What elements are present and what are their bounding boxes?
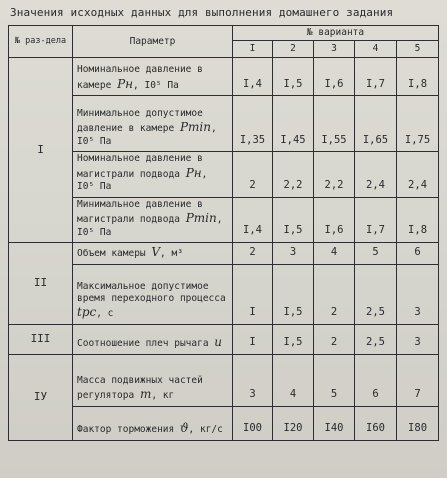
- table-row: [9, 264, 439, 324]
- section-number: I: [9, 58, 73, 243]
- value-cell: 2,4: [355, 152, 397, 197]
- parameter-cell: [73, 152, 233, 197]
- value-cell: 2: [233, 152, 273, 197]
- parameter-cell: [73, 406, 233, 440]
- parameter-label: Минимальное допустимое давление в камере: [77, 108, 203, 135]
- parameter-symbol: tpc: [77, 305, 97, 320]
- value-cell: I: [233, 324, 273, 354]
- parameter-symbol: Pн: [117, 76, 134, 91]
- value-cell: I: [233, 264, 273, 324]
- parameter-cell: [73, 58, 233, 96]
- value-cell: I,4: [233, 58, 273, 96]
- parameter-symbol: Pн: [185, 165, 202, 180]
- value-cell: 6: [355, 354, 397, 406]
- parameter-cell: [73, 354, 233, 406]
- parameter-unit: , I0⁵ Па: [77, 168, 208, 193]
- value-cell: 6: [397, 242, 439, 264]
- table-row: [9, 58, 439, 96]
- value-cell: 5: [355, 242, 397, 264]
- header-variants-title: № варианта: [233, 26, 439, 41]
- value-cell: I,5: [273, 264, 314, 324]
- value-cell: I40: [314, 406, 355, 440]
- value-cell: I,65: [355, 96, 397, 152]
- value-cell: I,5: [273, 197, 314, 242]
- value-cell: I,45: [273, 96, 314, 152]
- header-parameter: Параметр: [73, 26, 233, 58]
- parameter-unit: , I0⁵ Па: [77, 213, 223, 238]
- value-cell: I60: [355, 406, 397, 440]
- value-cell: I,7: [355, 58, 397, 96]
- value-cell: I,75: [397, 96, 439, 152]
- value-cell: 4: [314, 242, 355, 264]
- header-variant: I: [233, 41, 273, 58]
- parameter-label: Фактор торможения: [77, 424, 175, 436]
- value-cell: 2: [233, 242, 273, 264]
- parameter-cell: [73, 197, 233, 242]
- table-row: [9, 242, 439, 264]
- parameter-label: Номинальное давление в камере: [77, 64, 203, 91]
- header-variant: 2: [273, 41, 314, 58]
- value-cell: I,6: [314, 197, 355, 242]
- value-cell: 3: [397, 324, 439, 354]
- header-section-number: № раз-дела: [9, 26, 73, 58]
- table-row: [9, 406, 439, 440]
- table-row: [9, 152, 439, 197]
- parameter-label: Объем камеры: [77, 248, 146, 260]
- parameter-symbol: ϑ: [179, 421, 189, 436]
- parameter-unit: , с: [96, 308, 114, 320]
- header-variant: 3: [314, 41, 355, 58]
- value-cell: 2: [314, 324, 355, 354]
- value-cell: I,8: [397, 58, 439, 96]
- table-row: [9, 197, 439, 242]
- parameter-unit: , I0⁵ Па: [77, 123, 217, 147]
- section-number: II: [9, 242, 73, 324]
- parameter-symbol: Pmin: [179, 120, 211, 135]
- value-cell: 5: [314, 354, 355, 406]
- table-row: [9, 324, 439, 354]
- value-cell: 2,4: [397, 152, 439, 197]
- section-number: IУ: [9, 354, 73, 440]
- parameter-unit: , кг: [151, 390, 175, 402]
- parameter-cell: [73, 264, 233, 324]
- value-cell: I,4: [233, 197, 273, 242]
- value-cell: 7: [397, 354, 439, 406]
- value-cell: 3: [273, 242, 314, 264]
- value-cell: I,7: [355, 197, 397, 242]
- value-cell: I,5: [273, 58, 314, 96]
- parameter-label: Номинальное давление в магистрали подвода: [77, 153, 203, 180]
- parameter-symbol: m: [139, 387, 152, 402]
- value-cell: 4: [273, 354, 314, 406]
- value-cell: 2,2: [314, 152, 355, 197]
- parameter-unit: , кг/с: [188, 424, 223, 436]
- value-cell: 3: [397, 264, 439, 324]
- parameter-label: Соотношение плеч рычага: [77, 338, 209, 350]
- parameter-symbol: Pmin: [185, 210, 217, 225]
- parameter-unit: , м³: [160, 248, 183, 260]
- section-number: III: [9, 324, 73, 354]
- value-cell: I,35: [233, 96, 273, 152]
- parameter-cell: [73, 96, 233, 152]
- header-variant: 5: [397, 41, 439, 58]
- parameter-cell: [73, 242, 233, 264]
- header-variant: 4: [355, 41, 397, 58]
- value-cell: 2,5: [355, 264, 397, 324]
- value-cell: I20: [273, 406, 314, 440]
- value-cell: I,55: [314, 96, 355, 152]
- initial-data-table: [8, 25, 439, 441]
- parameter-label: Масса подвижных частей регулятора: [77, 374, 203, 402]
- value-cell: 2: [314, 264, 355, 324]
- value-cell: I80: [397, 406, 439, 440]
- table-caption: Значения исходных данных для выполнения домашнего задания: [10, 6, 394, 19]
- value-cell: I00: [233, 406, 273, 440]
- parameter-cell: [73, 324, 233, 354]
- parameter-label: Максимальное допустимое время переходного процесса: [77, 280, 226, 304]
- value-cell: I,5: [273, 324, 314, 354]
- table-row: [9, 96, 439, 152]
- value-cell: 2,2: [273, 152, 314, 197]
- value-cell: 3: [233, 354, 273, 406]
- value-cell: I,6: [314, 58, 355, 96]
- table-row: [9, 354, 439, 406]
- parameter-unit: , I0⁵ Па: [133, 79, 179, 91]
- parameter-symbol: V: [151, 245, 161, 260]
- value-cell: I,8: [397, 197, 439, 242]
- parameter-symbol: u: [214, 335, 223, 350]
- value-cell: 2,5: [355, 324, 397, 354]
- parameter-label: Минимальное давление в магистрали подвода: [77, 198, 203, 225]
